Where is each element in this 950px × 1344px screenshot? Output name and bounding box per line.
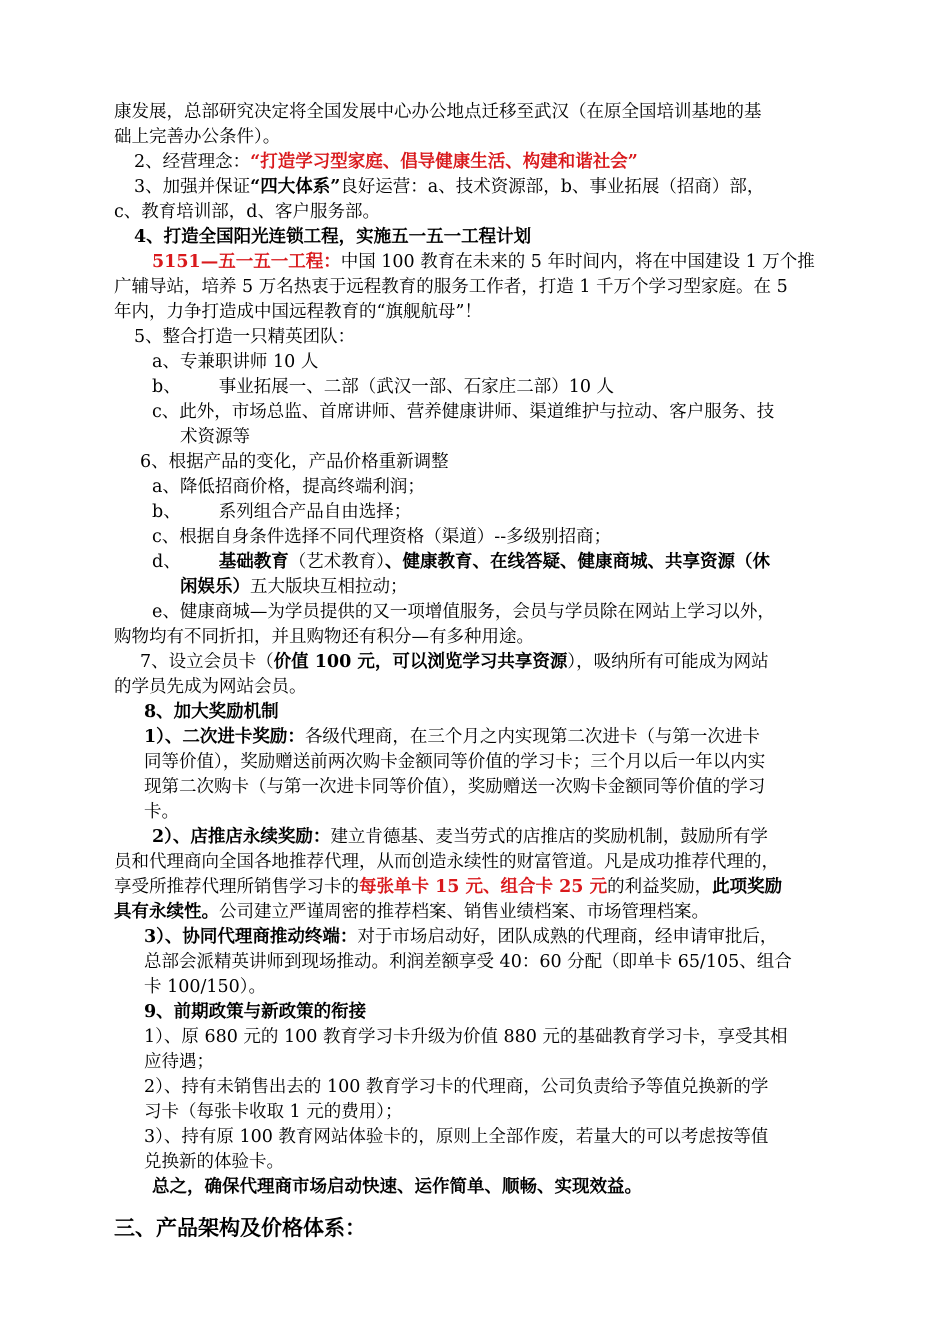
text: 应待遇； [144, 1052, 214, 1072]
list-item [152, 400, 774, 425]
text: 年内，力争打造成中国远程教育的“旗舰航母”！ [114, 302, 482, 322]
text: 总部会派精英讲师到现场推动。利润差额享受 40：60 分配（即单卡 65/105、组合 [144, 952, 792, 972]
paragraph-line [144, 950, 792, 975]
bold-text: 价值 100 元，可以浏览学习共享资源 [273, 652, 568, 672]
text: 同等价值），奖励赠送前两次购卡金额同等价值的学习卡；三个月以后一年以内实 [144, 752, 766, 772]
item-2-line [134, 150, 638, 175]
text: 对于市场启动好，团队成熟的代理商，经申请审批后， [357, 927, 778, 947]
list-item [152, 475, 425, 500]
item-7-line [140, 650, 769, 675]
bold-text: 基础教育 [218, 552, 289, 572]
text: 5、整合打造一只精英团队： [134, 327, 356, 347]
text: 术资源等 [180, 427, 250, 447]
paragraph-line [144, 750, 765, 775]
text: 建立肯德基、麦当劳式的店推店的奖励机制，鼓励所有学 [330, 827, 768, 847]
paragraph-line [144, 1100, 403, 1125]
bold-text: 、健康教育、在线答疑、健康商城、共享资源（休 [384, 552, 770, 572]
text: 习卡（每张卡收取 1 元的费用）； [144, 1102, 403, 1122]
list-item-cont [180, 575, 408, 600]
paragraph-line [114, 100, 762, 125]
bold-text: 3）、协同代理商推动终端： [144, 927, 358, 947]
paragraph-line [114, 875, 782, 900]
reward-2-line [152, 825, 768, 850]
slogan-text: “打造学习型家庭、倡导健康生活、构建和谐社会” [250, 152, 638, 172]
text: 康发展，总部研究决定将全国发展中心办公地点迁移至武汉（在原全国培训基地的基 [114, 102, 762, 122]
policy-line [144, 1075, 768, 1100]
text: 中国 100 教育在未来的 5 年时间内，将在中国建设 1 万个推 [340, 252, 815, 272]
text: 事业拓展一、二部（武汉一部、石家庄二部）10 人 [218, 377, 615, 397]
item-8-heading [144, 700, 279, 725]
bold-text: 此项奖励 [712, 877, 783, 897]
text: 础上完善办公条件）。 [114, 127, 281, 147]
text: c、此外，市场总监、首席讲师、营养健康讲师、渠道维护与拉动、客户服务、技 [152, 402, 775, 422]
item-5-line [134, 325, 355, 350]
item-3-line [134, 175, 764, 200]
list-item [152, 500, 411, 525]
paragraph-line [144, 975, 266, 1000]
item-4-heading [134, 225, 531, 250]
paragraph-line [144, 775, 765, 800]
paragraph-line [114, 300, 482, 325]
list-item [152, 350, 318, 375]
item-9-heading [144, 1000, 366, 1025]
text: 的学员先成为网站会员。 [114, 677, 307, 697]
policy-line [144, 1125, 768, 1150]
text: 三、产品架构及价格体系： [114, 1215, 366, 1240]
bold-text: 2）、店推店永续奖励： [152, 827, 331, 847]
section-heading [114, 1213, 366, 1243]
reward-1-line [144, 725, 760, 750]
text: 购物均有不同折扣，并且购物还有积分—有多种用途。 [114, 627, 534, 647]
text: 良好运营：a、技术资源部，b、事业拓展（招商）部， [340, 177, 765, 197]
paragraph-line [144, 1150, 284, 1175]
text: 广辅导站，培养 5 万名热衷于远程教育的服务工作者，打造 1 千万个学习型家庭。在 5 [114, 277, 788, 297]
text: 系列组合产品自由选择； [218, 502, 412, 522]
text: （艺术教育） [288, 552, 385, 572]
text: 4、打造全国阳光连锁工程，实施五一五一工程计划 [134, 227, 532, 247]
price-highlight: 每张单卡 15 元、组合卡 25 元 [359, 877, 608, 897]
text: d、 [152, 552, 181, 572]
text: 五大版块互相拉动； [250, 577, 408, 597]
bold-text: “四大体系” [250, 177, 341, 197]
reward-3-line [144, 925, 777, 950]
text: 1）、原 680 元的 100 教育学习卡升级为价值 880 元的基础教育学习卡，享受其相 [144, 1027, 788, 1047]
text: 卡。 [144, 802, 179, 822]
text: b、 [152, 377, 181, 397]
text: 3、加强并保证 [134, 177, 251, 197]
text: e、健康商城—为学员提供的又一项增值服务，会员与学员除在网站上学习以外， [152, 602, 775, 622]
list-item [152, 600, 775, 625]
list-item [152, 525, 611, 550]
paragraph-line [144, 800, 179, 825]
paragraph-line [114, 625, 534, 650]
list-item [152, 550, 770, 575]
text: 兑换新的体验卡。 [144, 1152, 284, 1172]
list-item-cont [180, 425, 250, 450]
paragraph-line [144, 1050, 214, 1075]
text: a、专兼职讲师 10 人 [152, 352, 319, 372]
text: 7、设立会员卡（ [140, 652, 274, 672]
text: c、教育培训部，d、客户服务部。 [114, 202, 381, 222]
text: 员和代理商向全国各地推荐代理，从而创造永续性的财富管道。凡是成功推荐代理的， [114, 852, 779, 872]
paragraph-line [114, 850, 779, 875]
text: 2）、持有未销售出去的 100 教育学习卡的代理商，公司负责给予等值兑换新的学 [144, 1077, 769, 1097]
paragraph-line [114, 125, 280, 150]
text: 卡 100/150）。 [144, 977, 267, 997]
paragraph-line [114, 200, 380, 225]
text: 8、加大奖励机制 [144, 702, 279, 722]
text: c、根据自身条件选择不同代理资格（渠道）--多级别招商； [152, 527, 612, 547]
text: 9、前期政策与新政策的衔接 [144, 1002, 367, 1022]
text: b、 [152, 502, 181, 522]
policy-line [144, 1025, 787, 1050]
summary-line [152, 1175, 642, 1200]
text: 享受所推荐代理所销售学习卡的 [114, 877, 359, 897]
bold-text: 具有永续性。 [114, 902, 219, 922]
text: 2、经营理念： [134, 152, 251, 172]
text: 各级代理商，在三个月之内实现第二次进卡（与第一次进卡 [304, 727, 760, 747]
paragraph-line [114, 275, 788, 300]
project-label: 5151—五一五一工程： [152, 252, 341, 272]
project-line [152, 250, 815, 275]
item-6-line [140, 450, 449, 475]
list-item [152, 375, 614, 400]
text: 6、根据产品的变化，产品价格重新调整 [140, 452, 449, 472]
text: 现第二次购卡（与第一次进卡同等价值），奖励赠送一次购卡金额同等价值的学习 [144, 777, 766, 797]
bold-text: 闲娱乐） [180, 577, 250, 597]
text: 3）、持有原 100 教育网站体验卡的，原则上全部作废，若量大的可以考虑按等值 [144, 1127, 769, 1147]
text: 公司建立严谨周密的推荐档案、销售业绩档案、市场管理档案。 [219, 902, 709, 922]
bold-text: 1）、二次进卡奖励： [144, 727, 305, 747]
text: a、降低招商价格，提高终端利润； [152, 477, 425, 497]
text: 的利益奖励， [607, 877, 713, 897]
paragraph-line [114, 675, 307, 700]
text: ），吸纳所有可能成为网站 [567, 652, 769, 672]
paragraph-line [114, 900, 709, 925]
text: 总之，确保代理商市场启动快速、运作简单、顺畅、实现效益。 [152, 1177, 642, 1197]
